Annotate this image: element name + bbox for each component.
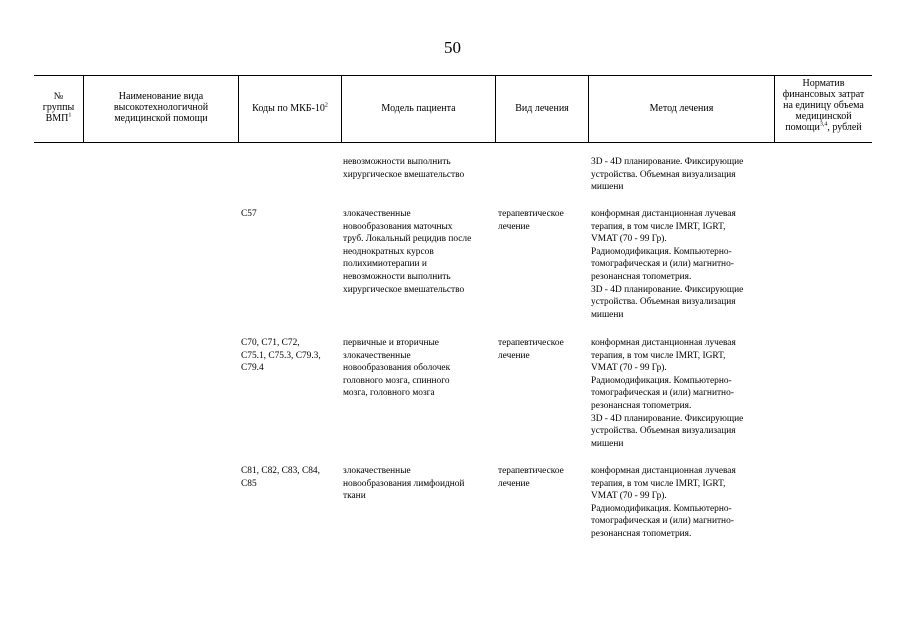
header-treatment-method: Метод лечения: [649, 103, 714, 114]
cell-patient-model: злокачественные новообразования лимфоидной ткани: [343, 466, 465, 502]
cell-treatment-type: терапевтическое лечение: [498, 466, 564, 489]
header-group-number: № группы ВМП$^1$: [42, 91, 75, 124]
cell-patient-model: злокачественные новообразования маточных труб. Локальный рецидив после неоднократных курсов полихимиотерапии и невозможности выполнить хирургическое вмешательство: [343, 209, 472, 295]
cell-icd-codes: C57: [241, 209, 257, 219]
cell-treatment-method: конформная дистанционная лучевая терапия, в том числе IMRT, IGRT, VMAT (70 - 99 Гр). Радиомодификация. Компьютерно- томографическая и (или) магнитно- резонансная топометрия. 3D - 4D планирование. Фиксирующие устройства. Объемная визуализация мишени: [591, 338, 744, 449]
cell-treatment-method: конформная дистанционная лучевая терапия, в том числе IMRT, IGRT, VMAT (70 - 99 Гр). Радиомодификация. Компьютерно- томографическая и (или) магнитно- резонансная топометрия.: [591, 466, 736, 539]
cell-treatment-method: 3D - 4D планирование. Фиксирующие устройства. Объемная визуализация мишени: [591, 157, 744, 193]
header-treatment-type: Вид лечения: [515, 103, 569, 114]
header-cost-standard: Норматив финансовых затрат на единицу объема медицинской помощи$^{3,4}$, рублей: [782, 78, 865, 133]
page-number: 50: [444, 38, 461, 57]
cell-treatment-type: терапевтическое лечение: [498, 209, 564, 232]
cell-patient-model: первичные и вторичные злокачественные новообразования оболочек головного мозга, спинного мозга, головного мозга: [343, 338, 451, 399]
table-top-border: [34, 75, 872, 76]
header-care-type-name: Наименование вида высокотехнологичной медицинской помощи: [113, 91, 209, 124]
cell-treatment-type: терапевтическое лечение: [498, 338, 564, 361]
cell-icd-codes: C70, C71, C72, C75.1, C75.3, C79.3, C79.4: [241, 338, 321, 374]
header-icd-codes: Коды по МКБ-$10^2$: [252, 102, 328, 114]
cell-treatment-method: конформная дистанционная лучевая терапия, в том числе IMRT, IGRT, VMAT (70 - 99 Гр). Радиомодификация. Компьютерно- томографическая и (или) магнитно- резонансная топометрия. 3D - 4D планирование. Фиксирующие устройства. Объемная визуализация мишени: [591, 209, 744, 320]
cell-patient-model: невозможности выполнить хирургическое вмешательство: [343, 157, 465, 180]
table-header-bottom-border: [34, 142, 872, 143]
cell-icd-codes: C81, C82, C83, C84, C85: [241, 466, 320, 489]
header-patient-model: Модель пациента: [381, 103, 456, 114]
